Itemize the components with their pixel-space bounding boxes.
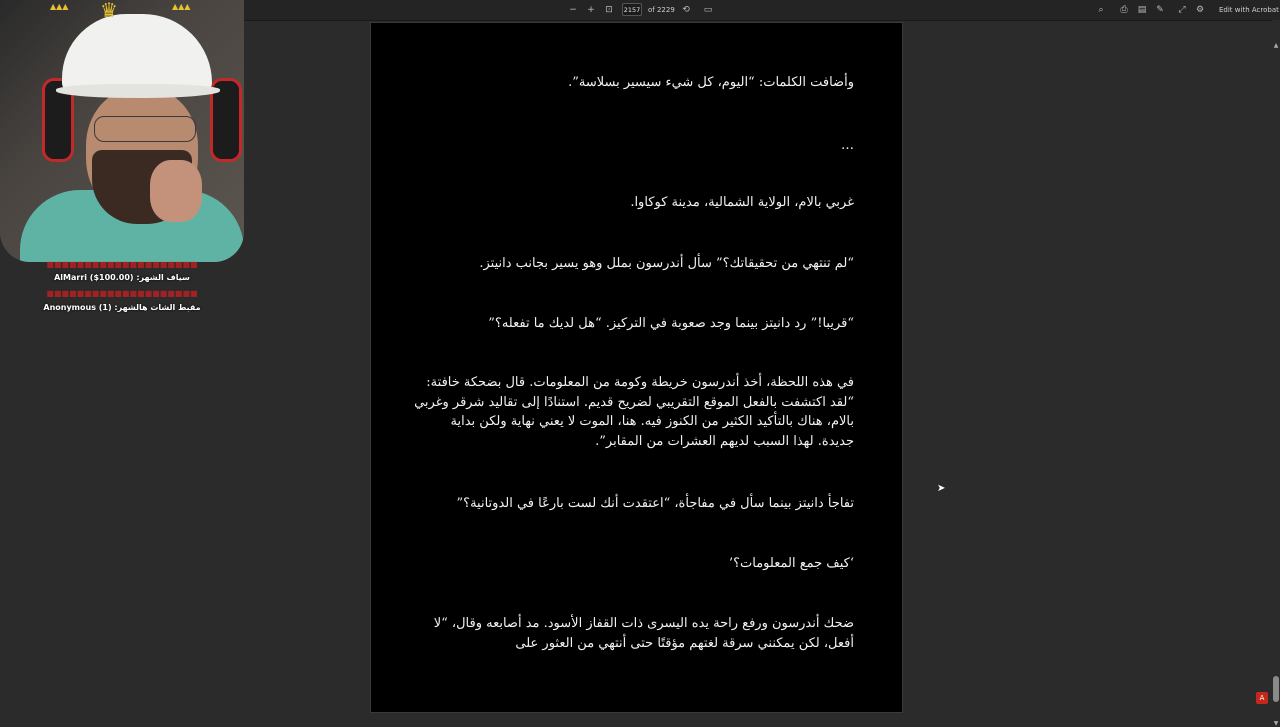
cap-brim — [56, 84, 220, 98]
zoom-in-button[interactable]: + — [587, 5, 595, 15]
vertical-scrollbar[interactable] — [1272, 20, 1280, 727]
paragraph: “قريبا!” رد دانيتز بينما وجد صعوبة في التركيز. “هل لديك ما تفعله؟” — [488, 316, 854, 331]
pdf-page — [370, 22, 903, 713]
search-icon[interactable]: ⌕ — [1098, 5, 1104, 15]
comment-icon[interactable]: ✎ — [1156, 5, 1164, 15]
scroll-down-icon[interactable]: ▼ — [1273, 720, 1279, 727]
paragraph: تفاجأ دانيتز بينما سأل في مفاجأة، “اعتقدت أنك لست بارعًا في الدوتانية؟” — [456, 496, 854, 511]
paragraph: “لم تنتهي من تحقيقاتك؟” سأل أندرسون بملل وهو يسير بجانب دانيتز. — [479, 256, 854, 271]
mouse-cursor-icon: ➤ — [937, 483, 946, 494]
stream-ghost-line: ■■■■■■■■■■■■■■■■■■■■ — [46, 260, 198, 269]
zoom-out-button[interactable]: − — [569, 5, 577, 15]
save-icon[interactable]: ▤ — [1137, 5, 1147, 15]
fit-page-icon[interactable]: ⊡ — [605, 5, 613, 15]
paragraph: … — [841, 138, 854, 153]
print-icon[interactable]: ⎙ — [1120, 5, 1128, 15]
paragraph: غربي بالام، الولاية الشمالية، مدينة كوكاوا. — [630, 195, 854, 210]
gear-icon[interactable]: ⚙ — [1195, 5, 1205, 15]
streamer-hand — [150, 160, 202, 222]
scroll-up-icon[interactable]: ▲ — [1273, 42, 1279, 49]
page-total-label: of 2229 — [648, 6, 675, 14]
scroll-thumb[interactable] — [1273, 676, 1279, 702]
paragraph: وأضافت الكلمات: “اليوم، كل شيء سيسير بسلاسة”. — [568, 75, 854, 90]
edit-with-acrobat-button[interactable]: Edit with Acrobat — [1219, 6, 1279, 14]
paragraph: ‘كيف جمع المعلومات؟’ — [728, 556, 854, 571]
triangle-icon: ▲▲▲ — [50, 2, 69, 11]
top-chatter-label: Anonymous (1) :مقبط الشات هالشهر — [43, 303, 201, 312]
paragraph: ضحك أندرسون ورفع راحة يده اليسرى ذات القفاز الأسود. مد أصابعه وقال، “لا أفعل، لكن يمكنني سرقة لغتهم مؤقتًا حتى أنتهي من العثور على — [433, 616, 854, 651]
page-view-icon[interactable]: ▭ — [703, 5, 713, 15]
paragraph: في هذه اللحظة، أخذ أندرسون خريطة وكومة من المعلومات. قال بضحكة خافتة: “لقد اكتشفت بالفعل الموقع التقريبي لضريح قديم. استنادًا إلى تقاليد شرقر وغربي بالام، هناك بالتأكيد الكثير من الكنوز فيه. هنا، الموت لا يعني نهاية ولكن بداية جديدة. لهذا السبب لديهم العشرات من المقابر”. — [414, 375, 854, 449]
crown-icon: ♛ — [100, 0, 118, 22]
acrobat-icon[interactable]: A — [1256, 692, 1268, 704]
glasses — [94, 116, 196, 142]
rotate-icon[interactable]: ⟲ — [682, 5, 690, 15]
expand-icon[interactable]: ⤢ — [1178, 5, 1186, 15]
webcam-overlay — [0, 0, 244, 262]
triangle-icon: ▲▲▲ — [172, 2, 191, 11]
top-donor-label: AlMarri ($100.00) :سياف الشهر — [54, 273, 190, 282]
page-number-input[interactable]: 2157 — [622, 3, 642, 16]
stream-ghost-line: ■■■■■■■■■■■■■■■■■■■■ — [46, 289, 198, 298]
